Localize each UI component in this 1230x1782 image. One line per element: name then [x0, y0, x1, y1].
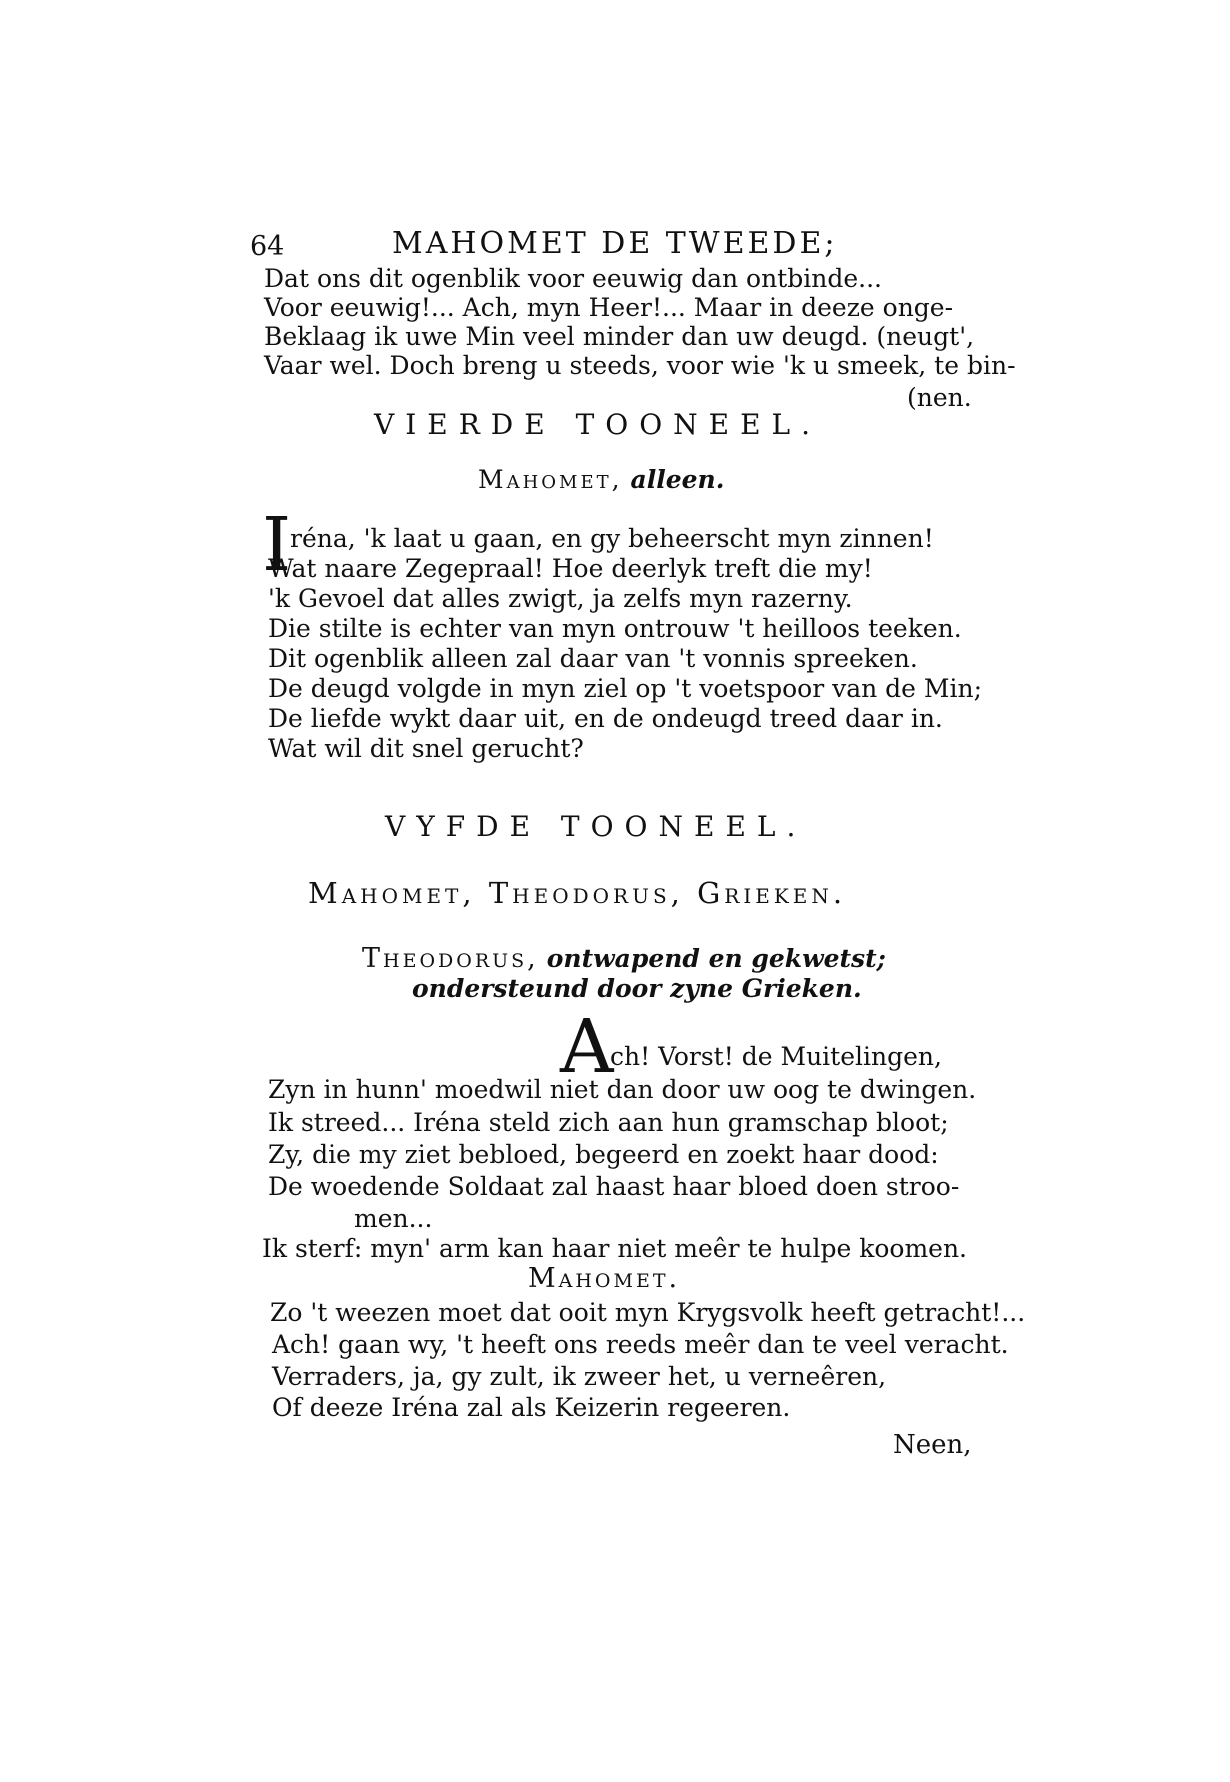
verse-line: men...: [354, 1204, 433, 1233]
verse-line: Dit ogenblik alleen zal daar van 't vonnis spreeken.: [268, 644, 918, 673]
verse-line: Zy, die my ziet bebloed, begeerd en zoekt haar dood:: [268, 1140, 939, 1169]
running-title: MAHOMET DE TWEEDE;: [392, 226, 838, 261]
page-number: 64: [250, 231, 285, 262]
verse-line: Wat wil dit snel gerucht?: [268, 734, 584, 763]
speaker-heading: [362, 944, 886, 974]
speaker-heading: [478, 465, 724, 495]
verse-line: Ach! gaan wy, 't heeft ons reeds meêr dan te veel veracht.: [272, 1330, 1009, 1359]
speaker-name: Theodorus,: [362, 943, 539, 974]
verse-line: Die stilte is echter van myn ontrouw 't heilloos teeken.: [268, 614, 962, 643]
stage-direction: alleen.: [630, 465, 725, 494]
verse-line-turnover: (nen.: [907, 383, 972, 412]
verse-line: ch! Vorst! de Muitelingen,: [610, 1042, 942, 1071]
speaker-name: Mahomet,: [478, 465, 623, 494]
catchword: Neen,: [893, 1430, 972, 1460]
verse-line: Vaar wel. Doch breng u steeds, voor wie 'k u smeek, te bin-: [264, 351, 1016, 380]
verse-line: Dat ons dit ogenblik voor eeuwig dan ontbinde...: [264, 264, 882, 293]
drop-cap: A: [560, 1004, 614, 1090]
verse-line: Voor eeuwig!... Ach, myn Heer!... Maar in deeze onge-: [264, 293, 954, 322]
scene-heading: VYFDE TOONEEL.: [385, 810, 807, 843]
verse-line: Zyn in hunn' moedwil niet dan door uw oog te dwingen.: [268, 1075, 977, 1104]
verse-line: Verraders, ja, gy zult, ik zweer het, u verneêren,: [272, 1362, 887, 1391]
verse-line: Beklaag ik uwe Min veel minder dan uw deugd. (neugt',: [264, 322, 975, 351]
verse-line: Wat naare Zegepraal! Hoe deerlyk treft die my!: [268, 554, 873, 583]
drop-cap: I: [262, 502, 292, 588]
character-list: Mahomet, Theodorus, Grieken.: [308, 876, 847, 910]
stage-direction: ontwapend en gekwetst;: [546, 944, 886, 973]
stage-direction: ondersteund door zyne Grieken.: [412, 974, 862, 1003]
verse-line: De deugd volgde in myn ziel op 't voetspoor van de Min;: [268, 674, 983, 703]
speaker-name: Mahomet.: [528, 1263, 681, 1294]
verse-line: Of deeze Iréna zal als Keizerin regeeren.: [272, 1393, 791, 1422]
verse-line: réna, 'k laat u gaan, en gy beheerscht myn zinnen!: [290, 524, 934, 553]
verse-line: Zo 't weezen moet dat ooit myn Krygsvolk heeft getracht!...: [270, 1298, 1026, 1327]
verse-line: De liefde wykt daar uit, en de ondeugd treed daar in.: [268, 704, 943, 733]
verse-line: De woedende Soldaat zal haast haar bloed doen stroo-: [268, 1172, 960, 1201]
verse-line: 'k Gevoel dat alles zwigt, ja zelfs myn razerny.: [268, 584, 853, 613]
verse-line: Ik streed... Iréna steld zich aan hun gramschap bloot;: [268, 1108, 949, 1137]
scene-heading: VIERDE TOONEEL.: [374, 408, 822, 441]
verse-line: Ik sterf: myn' arm kan haar niet meêr te hulpe koomen.: [262, 1234, 967, 1263]
